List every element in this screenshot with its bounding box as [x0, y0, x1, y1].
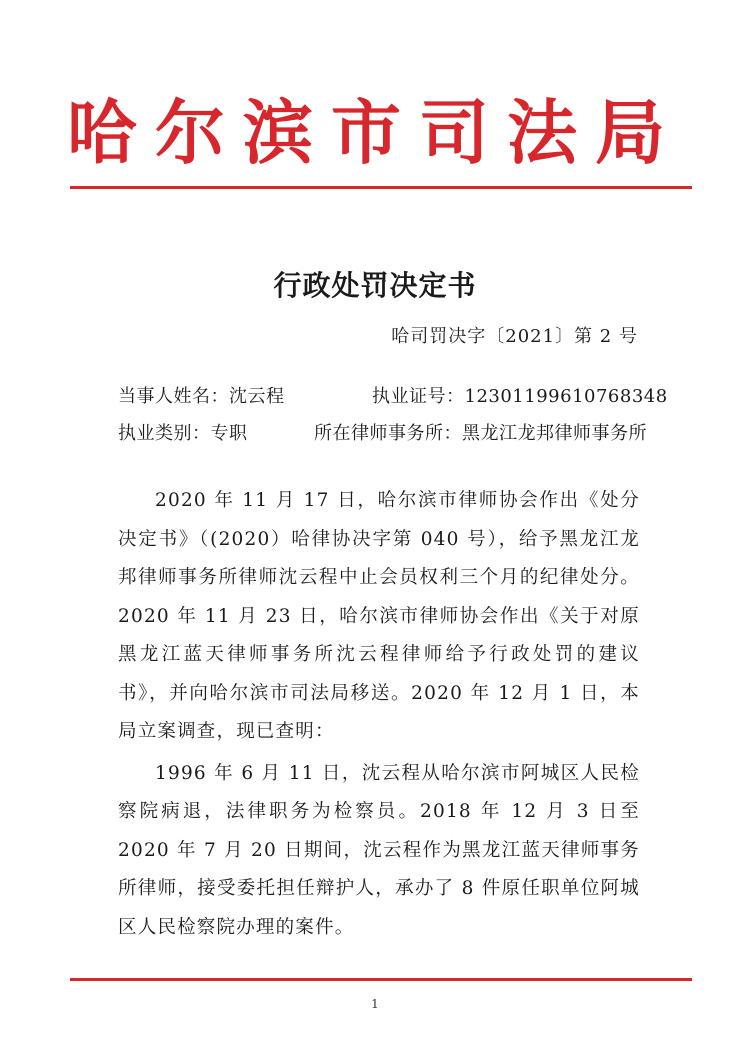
body-paragraph: 2020 年 11 月 17 日，哈尔滨市律师协会作出《处分决定书》（(2020）哈律协决字第 040 号），给予黑龙江龙邦律师事务所律师沈云程中止会员权利三个月的纪律处分。2020 年 11 月 23 日，哈尔滨市律师协会作出《关于对原黑龙江蓝天律师事务所沈云程律师给予行政处罚的建议书》，并向哈尔滨市司法局移送。2020 年 12 月 1 日，本局立案调查，现已查明：: [118, 490, 640, 742]
category-value: 专职: [210, 423, 248, 444]
party-name-value: 沈云程: [229, 386, 285, 407]
footer-red-rule: [70, 978, 692, 981]
document-body: [118, 482, 640, 950]
license-value: 12301199610768348: [464, 386, 668, 407]
organization-header: 哈尔滨市司法局: [67, 91, 683, 174]
category-row: [118, 419, 248, 449]
page-number: 1: [371, 997, 379, 1011]
category-label: 执业类别：: [118, 423, 211, 444]
body-paragraph: 1996 年 6 月 11 日，沈云程从哈尔滨市阿城区人民检察院病退，法律职务为检察员。2018 年 12 月 3 日至 2020 年 7 月 20 日期间，沈云程作为黑龙江蓝天律师事务所律师，接受委托担任辩护人，承办了 8 件原任职单位阿城区人民检察院办理的案件。: [118, 762, 640, 938]
header-red-rule: [70, 186, 692, 189]
party-name-row: [118, 382, 285, 412]
firm-label: 所在律师事务所：: [314, 423, 462, 444]
party-name-label: 当事人姓名：: [118, 386, 229, 407]
license-label: 执业证号：: [372, 386, 465, 407]
document-title: 行政处罚决定书: [273, 269, 477, 302]
firm-row: [314, 419, 647, 449]
firm-value: 黑龙江龙邦律师事务所: [462, 423, 647, 444]
license-row: [372, 382, 668, 412]
document-number: 哈司罚决字〔2021〕第 2 号: [391, 326, 638, 347]
